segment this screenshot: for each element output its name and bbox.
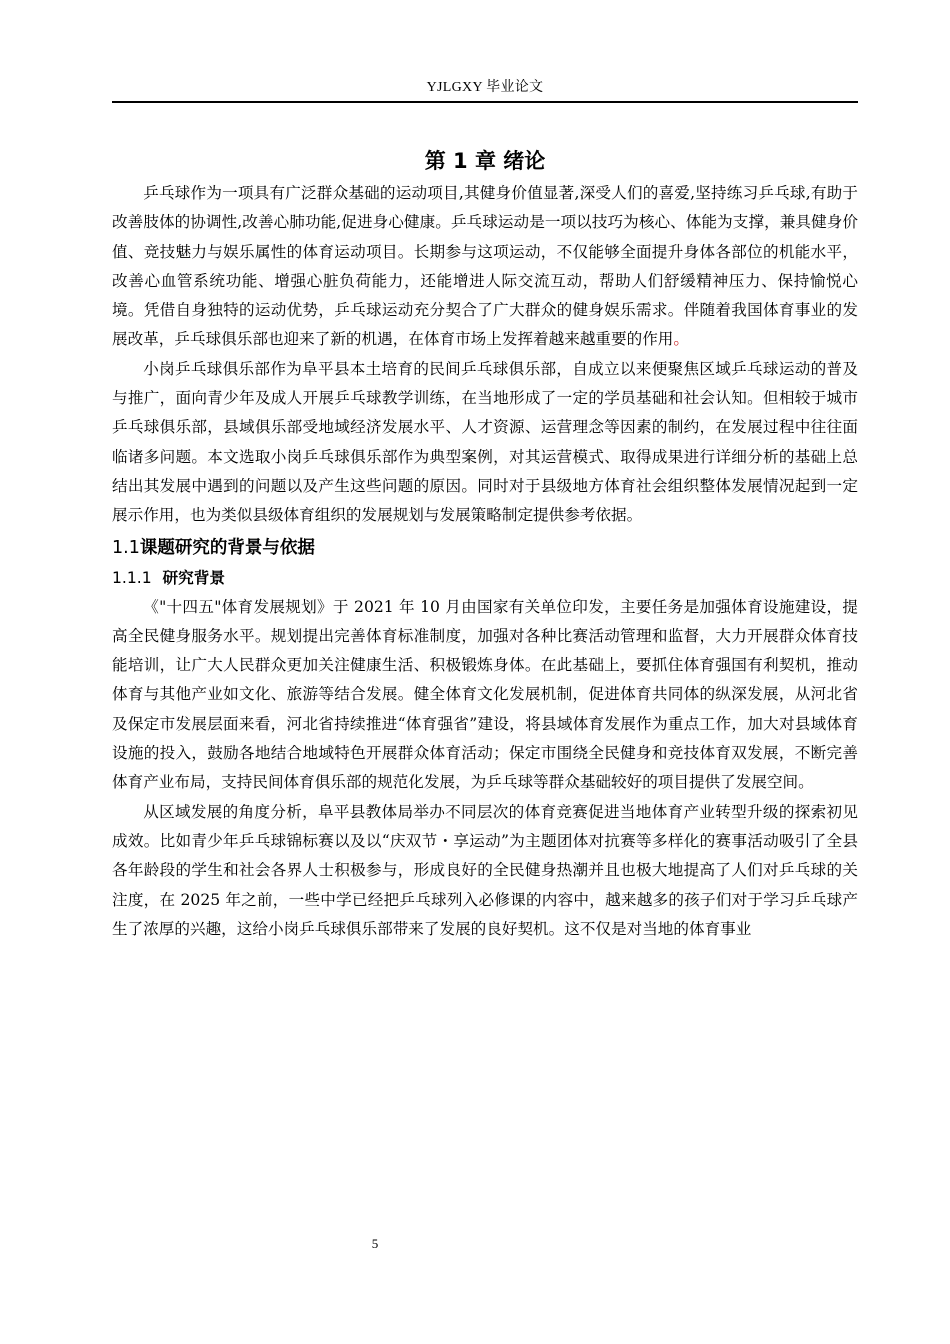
paragraph-2: 小岗乒乓球俱乐部作为阜平县本土培育的民间乒乓球俱乐部，自成立以来便聚焦区域乒乓球运动的普及与推广，面向青少年及成人开展乒乓球教学训练，在当地形成了一定的学员基础和社会认知。但相较于城市乒乓球俱乐部，县域俱乐部受地域经济发展水平、人才资源、运营理念等因素的制约，在发展过程中往往面临诸多问题。本文选取小岗乒乓球俱乐部作为典型案例，对其运营模式、取得成果进行详细分析的基础上总结出其发展中遇到的问题以及产生这些问题的原因。同时对于县级地方体育社会组织整体发展情况起到一定展示作用，也为类似县级体育组织的发展规划与发展策略制定提供参考依据。	[112, 359, 858, 525]
page-number: 5	[371, 1236, 379, 1251]
chapter-title: 第 1 章 绪论	[424, 149, 546, 173]
paragraph-1-text: 乒乓球作为一项具有广泛群众基础的运动项目,其健身价值显著,深受人们的喜爱,坚持练习乒乓球,有助于改善肢体的协调性,改善心肺功能,促进身心健康。乒乓球运动是一项以技巧为核心、体能为支撑，兼具健身价值、竞技魅力与娱乐属性的体育运动项目。长期参与这项运动，不仅能够全面提升身体各部位的机能水平，改善心血管系统功能、增强心脏负荷能力，还能增进人际交流互动，帮助人们舒缓精神压力、保持愉悦心境。凭借自身独特的运动优势，乒乓球运动充分契合了广大群众的健身娱乐需求。伴随着我国体育事业的发展改革，乒乓球俱乐部也迎来了新的机遇，在体育市场上发挥着越来越重要的作用	[112, 184, 858, 349]
header-divider	[112, 101, 858, 103]
paragraph-4: 从区域发展的角度分析，阜平县教体局举办不同层次的体育竞赛促进当地体育产业转型升级的探索初见成效。比如青少年乒乓球锦标赛以及以“庆双节・享运动”为主题团体对抗赛等多样化的赛事活动吸引了全县各年龄段的学生和社会各界人士积极参与，形成良好的全民健身热潮并且也极大地提高了人们对乒乓球的关注度，在 2025 年之前，一些中学已经把乒乓球列入必修课的内容中，越来越多的孩子们对于学习乒乓球产生了浓厚的兴趣，这给小岗乒乓球俱乐部带来了发展的良好契机。这不仅是对当地的体育事业	[112, 802, 858, 938]
running-header: YJLGXY 毕业论文	[426, 80, 544, 95]
paragraph-1	[112, 179, 858, 355]
subsection-heading	[112, 564, 858, 593]
page-body	[112, 143, 858, 944]
subsection-title: 研究背景	[162, 568, 225, 587]
section-number: 1.1	[112, 537, 140, 558]
section-heading	[112, 533, 858, 564]
paragraph-1-end-mark: 。	[673, 330, 689, 349]
subsection-number: 1.1.1	[112, 568, 152, 587]
paragraph-3: 《"十四五"体育发展规划》于 2021 年 10 月由国家有关单位印发，主要任务是加强体育设施建设，提高全民健身服务水平。规划提出完善体育标准制度，加强对各种比赛活动管理和监督，大力开展群众体育技能培训，让广大人民群众更加关注健康生活、积极锻炼身体。在此基础上，要抓住体育强国有利契机，推动体育与其他产业如文化、旅游等结合发展。健全体育文化发展机制，促进体育共同体的纵深发展，从河北省及保定市发展层面来看，河北省持续推进“体育强省”建设，将县域体育发展作为重点工作，加大对县域体育设施的投入，鼓励各地结合地域特色开展群众体育活动；保定市围绕全民健身和竞技体育双发展，不断完善体育产业布局，支持民间体育俱乐部的规范化发展，为乒乓球等群众基础较好的项目提供了发展空间。	[112, 597, 858, 792]
section-title: 课题研究的背景与依据	[139, 537, 315, 558]
